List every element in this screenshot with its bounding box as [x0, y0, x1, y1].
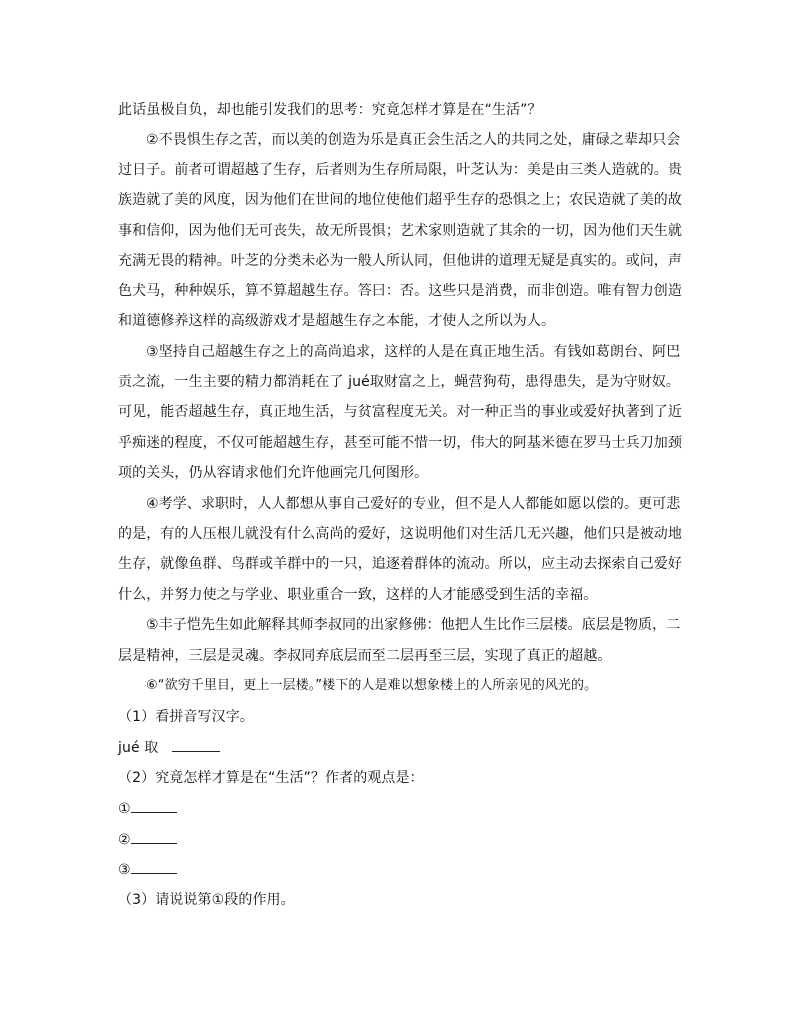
paragraph-3-line-3: 可见，能否超越生存，真正地生活，与贫富程度无关。对一种正当的事业或爱好执著到了近	[118, 404, 682, 420]
paragraph-2-line-6: 色犬马，种种娱乐，算不算超越生存。答曰：否。这些只是消费，而非创造。唯有智力创造	[118, 283, 682, 299]
question-1: （1）看拼音写汉字。	[118, 709, 254, 725]
question-2-item-2	[118, 829, 680, 850]
question-2-item-1	[118, 798, 680, 819]
paragraph-3-line-1: ③坚持自己超越生存之上的高尚追求，这样的人是在真正地生活。有钱如葛朗台、阿巴	[146, 344, 681, 360]
question-2-item-2-label: ②	[118, 832, 131, 848]
question-2-item-3-blank[interactable]	[131, 859, 177, 874]
paragraph-2-line-3: 族造就了美的风度，因为他们在世间的地位使他们超乎生存的恐惧之上；农民造就了美的故	[118, 192, 682, 208]
question-3: （3）请说说第①段的作用。	[118, 892, 295, 908]
question-2-item-3-label: ③	[118, 862, 131, 878]
question-2-item-1-label: ①	[118, 801, 131, 817]
question-2: （2）究竟怎样才算是在“生活”？作者的观点是：	[118, 770, 424, 786]
paragraph-2-line-1: ②不畏惧生存之苦，而以美的创造为乐是真正会生活之人的共同之处，庸碌之辈却只会	[146, 132, 681, 148]
paragraph-2-line-7: 和道德修养这样的高级游戏才是超越生存之本能，才使人之所以为人。	[118, 313, 556, 329]
paragraph-4-line-4: 什么，并努力使之与学业、职业重合一致，这样的人才能感受到生活的幸福。	[118, 587, 598, 603]
question-1-answer-blank[interactable]	[172, 737, 220, 752]
question-2-item-3	[118, 859, 680, 880]
question-1-answer-row	[118, 737, 680, 758]
paragraph-3-line-2: 贡之流，一生主要的精力都消耗在了 jué取财富之上，蝇营狗苟，患得患失，是为守财奴。	[118, 374, 681, 390]
question-2-item-2-blank[interactable]	[131, 829, 177, 844]
paragraph-4-line-1: ④考学、求职时，人人都想从事自己爱好的专业，但不是人人都能如愿以偿的。更可悲	[146, 496, 681, 512]
paragraph-4-line-2: 的是，有的人压根儿就没有什么高尚的爱好，这说明他们对生活几无兴趣，他们只是被动地	[118, 526, 682, 542]
paragraph-2-line-4: 事和信仰，因为他们无可丧失，故无所畏惧；艺术家则造就了其余的一切，因为他们天生就	[118, 223, 682, 239]
paragraph-5-line-2: 层是精神，三层是灵魂。李叔同弃底层而至二层再至三层，实现了真正的超越。	[118, 648, 612, 664]
passage-line-1: 此话虽极自负，却也能引发我们的思考：究竟怎样才算是在“生活”？	[118, 102, 542, 118]
paragraph-4-line-3: 生存，就像鱼群、鸟群或羊群中的一只，追逐着群体的流动。所以，应主动去探索自己爱好	[118, 556, 682, 572]
paragraph-3-line-5: 项的关头，仍从容请求他们允许他画完几何图形。	[118, 465, 429, 481]
paragraph-6-line-1: ⑥“欲穷千里目，更上一层楼。”楼下的人是难以想象楼上的人所亲见的风光的。	[146, 678, 598, 693]
paragraph-2-line-2: 过日子。前者可谓超越了生存，后者则为生存所局限，叶芝认为：美是由三类人造就的。贵	[118, 162, 682, 178]
question-1-pinyin: jué 取	[118, 740, 159, 756]
paragraph-5-line-1: ⑤丰子恺先生如此解释其师李叔同的出家修佛：他把人生比作三层楼。底层是物质，二	[146, 617, 681, 633]
paragraph-3-line-4: 乎痴迷的程度，不仅可能超越生存，甚至可能不惜一切，伟大的阿基米德在罗马士兵刀加颈	[118, 435, 682, 451]
paragraph-2-line-5: 充满无畏的精神。叶芝的分类未必为一般人所认同，但他讲的道理无疑是真实的。或问，声	[118, 253, 682, 269]
question-2-item-1-blank[interactable]	[131, 798, 177, 813]
